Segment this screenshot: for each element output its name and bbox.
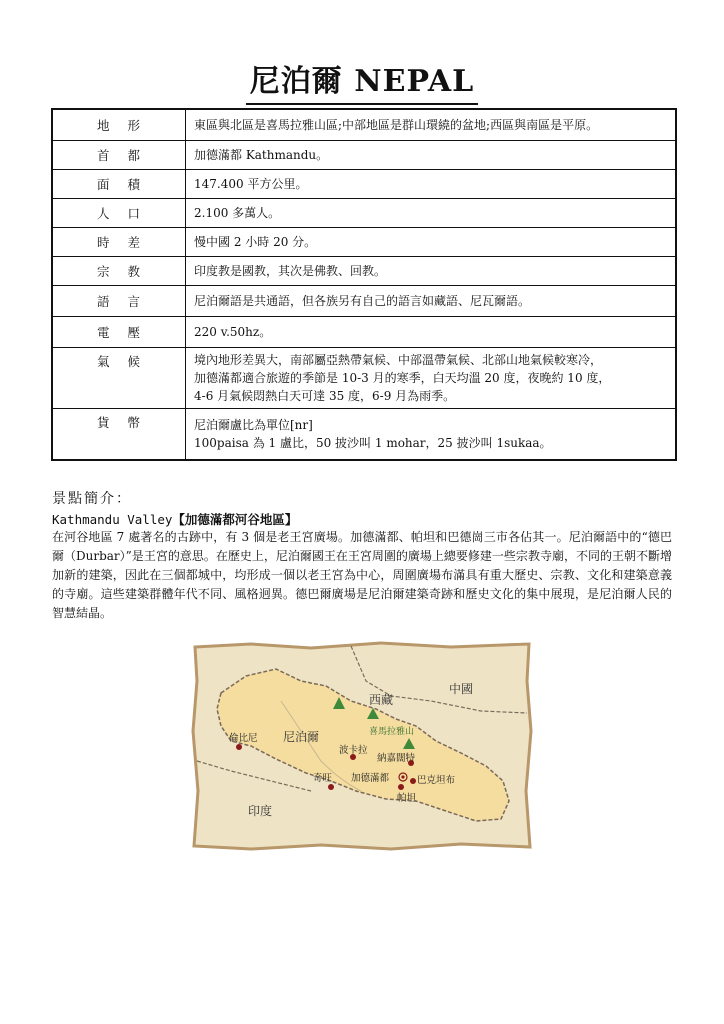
- row-label-capital: 首都: [52, 140, 186, 169]
- currency-line: 100paisa 為 1 盧比，50 披沙叫 1 mohar，25 披沙叫 1sukaa。: [194, 435, 552, 450]
- attractions-heading: 景點簡介：: [52, 491, 132, 507]
- city-dot-lumbini: [236, 744, 242, 750]
- map-graphic: [191, 641, 533, 851]
- row-value-time-diff: 慢中國 2 小時 20 分。: [186, 227, 677, 256]
- row-value-capital: 加德滿都 Kathmandu。: [186, 140, 677, 169]
- valley-name-zh: 【加德滿都河谷地區】: [172, 512, 298, 527]
- country-info-table: [51, 108, 677, 461]
- row-value-area: 147.400 平方公里。: [186, 169, 677, 198]
- row-label-language: 語言: [52, 285, 186, 316]
- row-label-currency: 貨幣: [52, 408, 186, 460]
- row-value-currency: [186, 408, 677, 460]
- table-row: [52, 198, 676, 227]
- row-value-climate: [186, 347, 677, 408]
- valley-heading: [52, 510, 297, 528]
- label-himalaya: 喜馬拉雅山: [369, 727, 415, 737]
- label-pokhara: 波卡拉: [339, 745, 368, 756]
- currency-line: 尼泊爾盧比為單位[nr]: [194, 417, 313, 432]
- row-label-area: 面積: [52, 169, 186, 198]
- table-row: [52, 256, 676, 285]
- label-nagarkot: 納嘉闊特: [377, 753, 416, 764]
- climate-line: 加德滿都適合旅遊的季節是 10-3 月的寒季，白天均溫 20 度，夜晚約 10 度，: [194, 370, 611, 385]
- label-chitwan: 奇旺: [313, 773, 333, 784]
- row-value-voltage: 220 v.50hz。: [186, 316, 677, 347]
- page-title: 尼泊爾 NEPAL: [0, 62, 724, 105]
- row-label-climate: 氣候: [52, 347, 186, 408]
- table-row: [52, 169, 676, 198]
- label-india: 印度: [248, 804, 273, 818]
- nepal-map: [191, 641, 533, 851]
- table-row: [52, 109, 676, 140]
- table-row: [52, 140, 676, 169]
- label-lumbini: 倫比尼: [229, 733, 258, 744]
- table-row: [52, 227, 676, 256]
- label-tibet: 西藏: [369, 693, 394, 707]
- row-label-religion: 宗教: [52, 256, 186, 285]
- table-row: [52, 347, 676, 408]
- row-label-voltage: 電壓: [52, 316, 186, 347]
- row-label-population: 人口: [52, 198, 186, 227]
- climate-line: 4-6 月氣候悶熱白天可達 35 度，6-9 月為雨季。: [194, 388, 456, 403]
- valley-name-en: Kathmandu Valley: [52, 512, 173, 527]
- table-row: [52, 285, 676, 316]
- label-kathmandu: 加德滿都: [351, 773, 390, 784]
- label-bhaktapur: 巴克坦布: [417, 775, 456, 786]
- row-value-terrain: 東區與北區是喜馬拉雅山區;中部地區是群山環繞的盆地;西區與南區是平原。: [186, 109, 677, 140]
- city-dot-bhaktapur: [410, 778, 416, 784]
- city-dot-patan: [398, 784, 404, 790]
- row-value-religion: 印度教是國教，其次是佛教、回教。: [186, 256, 677, 285]
- city-dot-chitwan: [328, 784, 334, 790]
- city-dot-kathmandu-center: [401, 775, 404, 778]
- row-value-population: 2.100 多萬人。: [186, 198, 677, 227]
- table-row: [52, 408, 676, 460]
- label-nepal: 尼泊爾: [283, 730, 320, 744]
- label-china: 中國: [449, 682, 474, 696]
- table-row: [52, 316, 676, 347]
- row-value-language: 尼泊爾語是共通語，但各族另有自己的語言如藏語、尼瓦爾語。: [186, 285, 677, 316]
- row-label-time-diff: 時差: [52, 227, 186, 256]
- label-patan: 帕坦: [397, 793, 417, 804]
- row-label-terrain: 地形: [52, 109, 186, 140]
- climate-line: 境內地形差異大，南部屬亞熱帶氣候、中部溫帶氣候、北部山地氣候較寒冷，: [194, 352, 603, 367]
- valley-description: 在河谷地區 7 處著名的古跡中，有 3 個是老王宮廣場。加德滿都、帕坦和巴德崗三市各佔其一。尼泊爾語中的“德巴爾（Durbar）”是王宮的意思。在歷史上，尼泊爾國王在王宮周圍的廣場上總要修建一些宗教寺廟，不同的王朝不斷增加新的建築，因此在三個都城中，均形成一個以老王宮為中心，周圍廣場布滿具有重大歷史、宗教、文化和建築意義的寺廟。這些建築群體年代不同、風格迥異。德巴爾廣場是尼泊爾建築奇跡和歷史文化的集中展現，是尼泊爾人民的智慧結晶。: [52, 530, 672, 620]
